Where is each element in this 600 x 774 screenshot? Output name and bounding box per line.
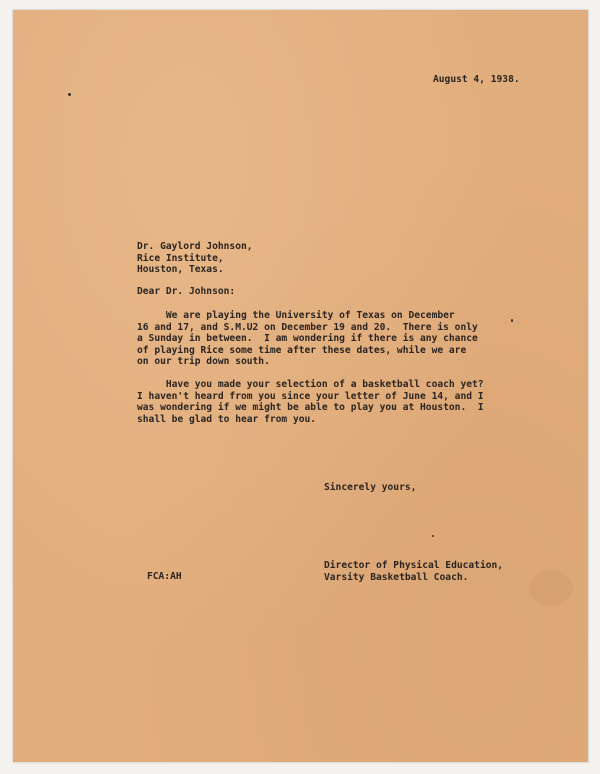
- paper-stain: [529, 570, 573, 606]
- recipient-institution: Rice Institute,: [137, 252, 224, 264]
- recipient-city: Houston, Texas.: [137, 264, 224, 275]
- body-paragraph-1: [137, 310, 478, 368]
- text-line: shall be glad to hear from you.: [137, 413, 317, 425]
- signature-role: Varsity Basketball Coach.: [324, 571, 469, 583]
- letter-date: August 4, 1938.: [433, 74, 520, 85]
- text-line: Have you made your selection of a basketball coach yet?: [137, 379, 484, 390]
- recipient-address: [137, 241, 253, 276]
- text-line: a Sunday in between. I am wondering if there is any chance: [137, 333, 478, 344]
- text-line: on our trip down south.: [137, 356, 270, 367]
- recipient-name: Dr. Gaylord Johnson,: [137, 241, 253, 252]
- closing: Sincerely yours,: [324, 482, 417, 493]
- text-line: was wondering if we might be able to play you at Houston. I: [137, 402, 484, 413]
- ink-speck: [511, 319, 513, 322]
- text-line: 16 and 17, and S.M.U2 on December 19 and 20. There is only: [137, 321, 478, 333]
- signature-block: [324, 560, 503, 583]
- typist-initials: FCA:AH: [147, 571, 182, 582]
- salutation: Dear Dr. Johnson:: [137, 286, 236, 297]
- ink-speck: [68, 93, 71, 96]
- body-paragraph-2: [137, 379, 484, 425]
- text-line: I haven't heard from you since your letter of June 14, and I: [137, 390, 484, 402]
- text-line: of playing Rice some time after these dates, while we are: [137, 344, 467, 356]
- text-line: We are playing the University of Texas on December: [137, 310, 455, 321]
- ink-speck: [432, 535, 434, 537]
- signature-title: Director of Physical Education,: [324, 560, 504, 571]
- letter-page: [13, 10, 588, 762]
